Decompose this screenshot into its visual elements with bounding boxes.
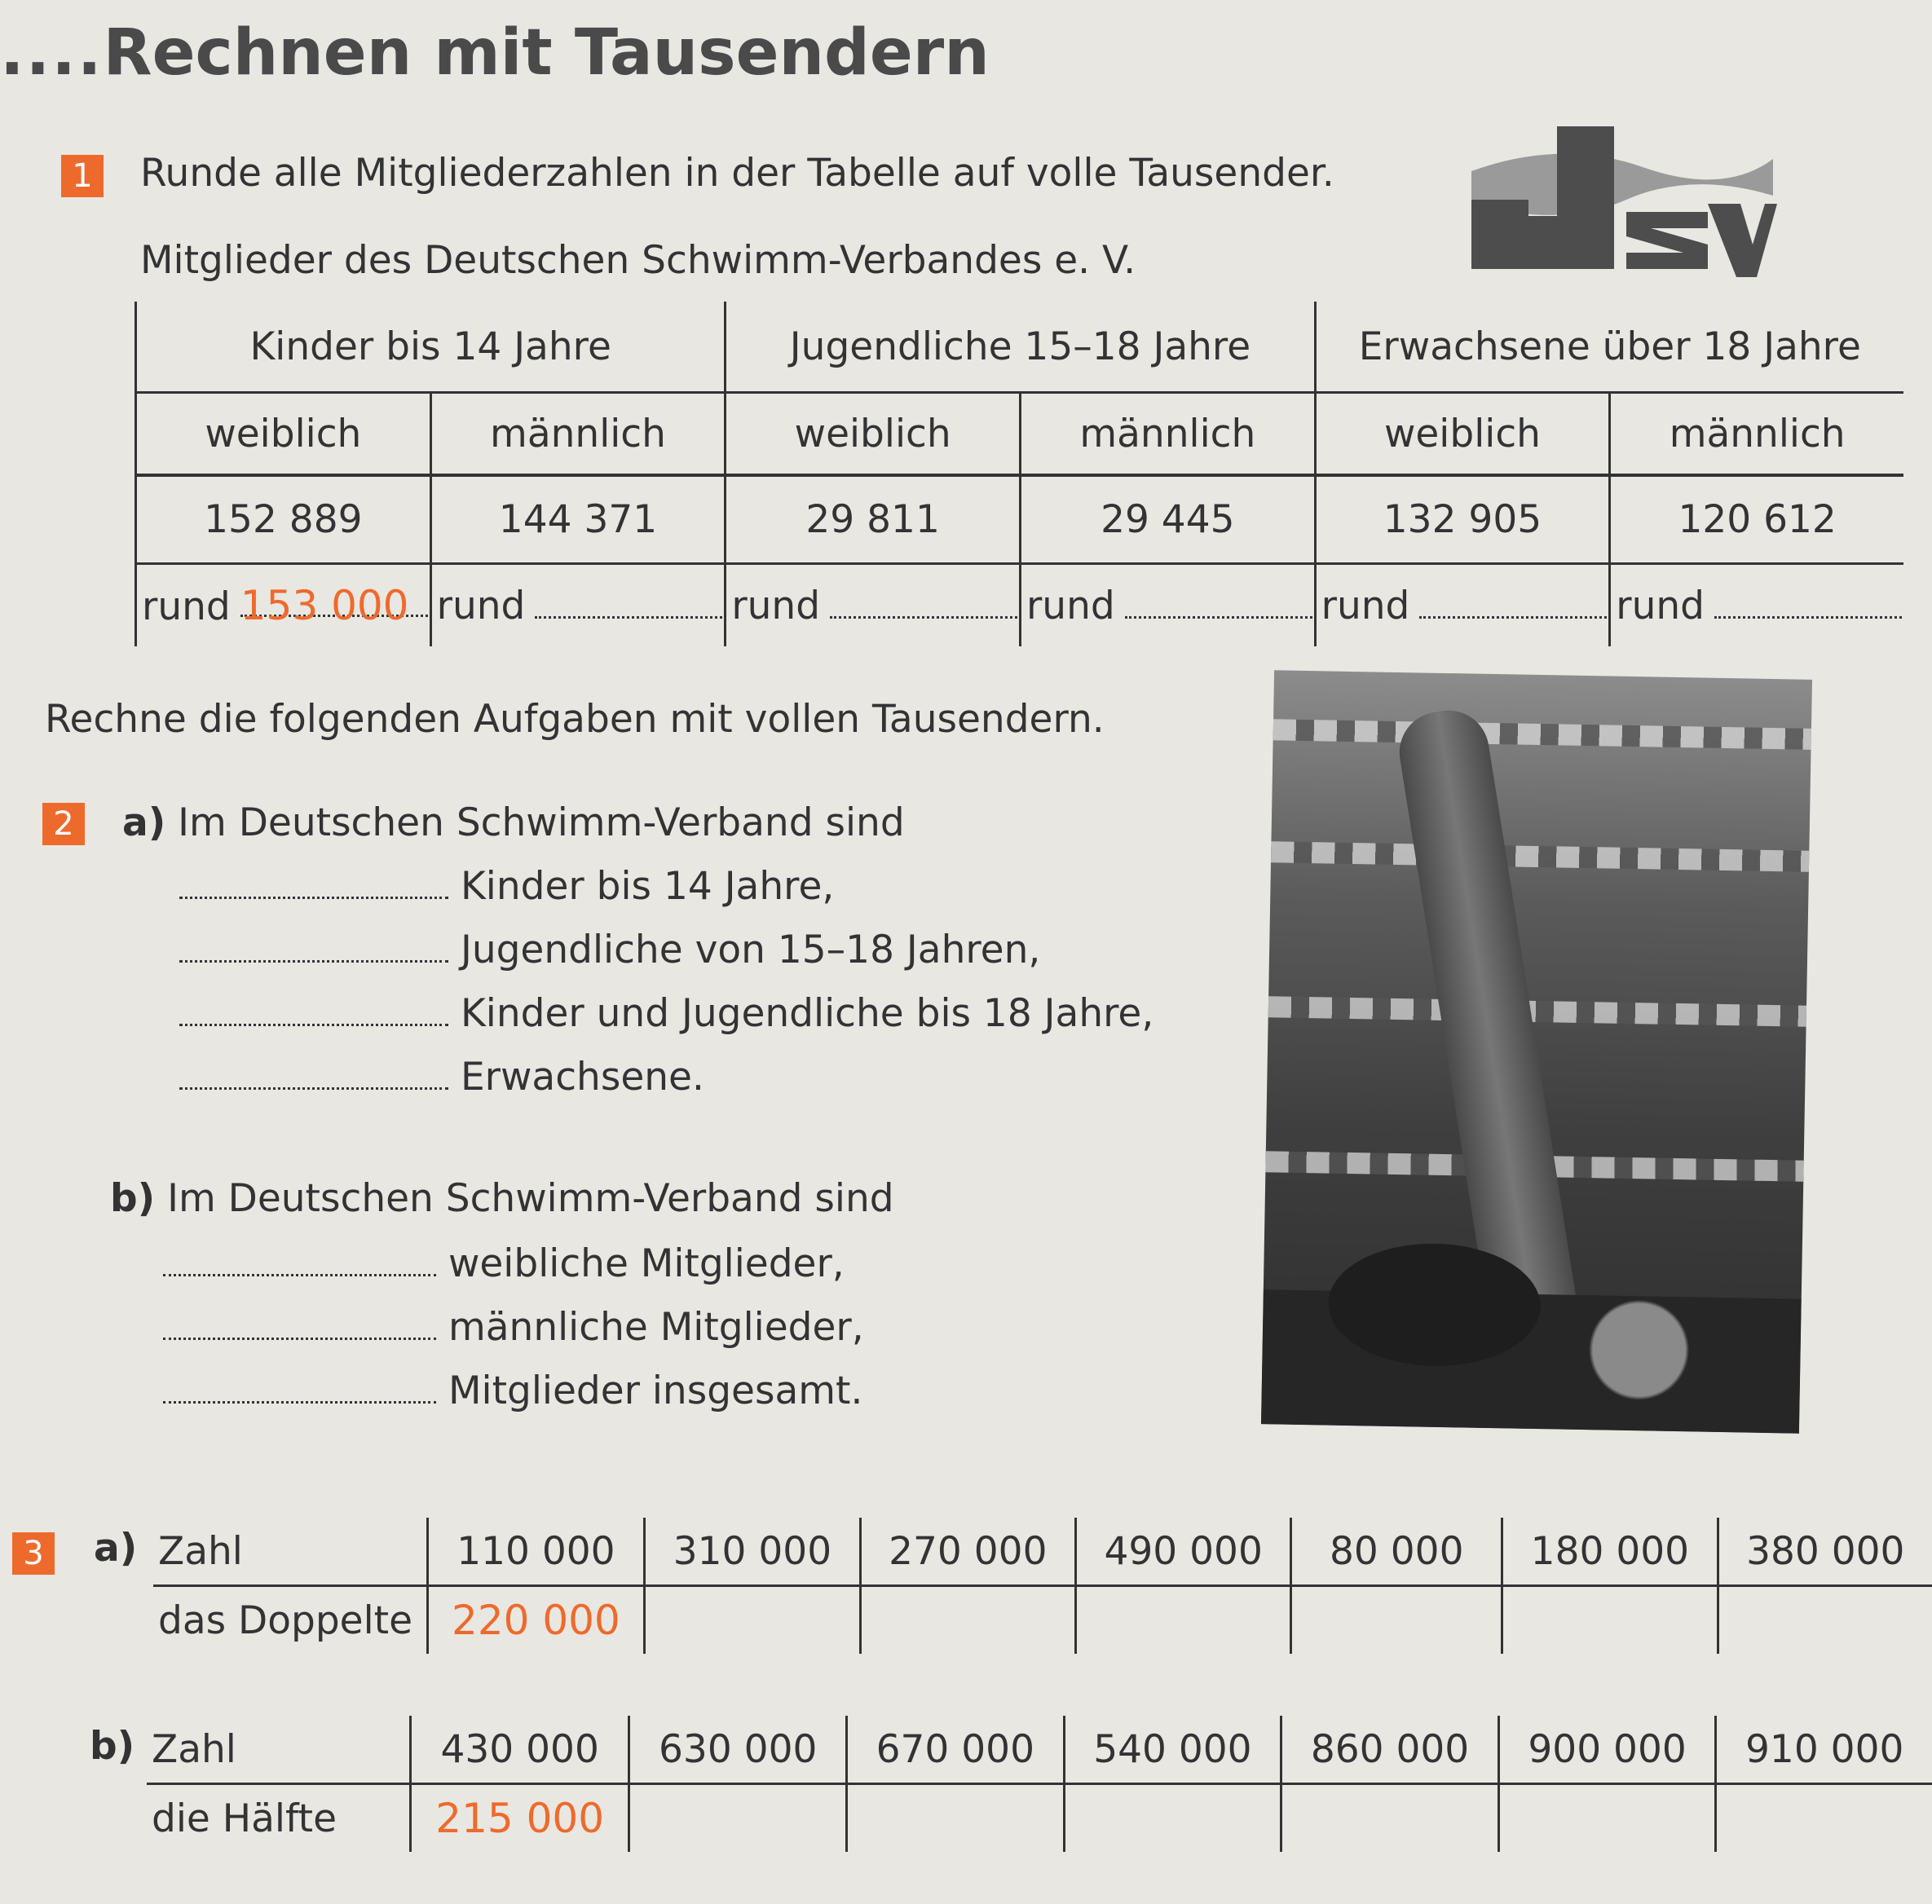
ex1-number-badge: 1 (61, 155, 104, 197)
ex2-intro: Rechne die folgenden Aufgaben mit vollen Tausendern. (45, 697, 1105, 742)
gender-header: weiblich (136, 393, 431, 476)
title-text: Rechnen mit Tausendern (103, 16, 990, 90)
answer-cell[interactable] (645, 1586, 860, 1655)
answer-field[interactable] (179, 1055, 448, 1090)
ex2b-line: männliche Mitglieder, (163, 1305, 864, 1350)
ex1-caption: Mitglieder des Deutschen Schwimm-Verbandes e. V. (140, 238, 1136, 283)
gender-header: weiblich (726, 393, 1021, 476)
row-label: Zahl (147, 1716, 410, 1784)
ex3a-table (153, 1518, 1932, 1654)
answer-field[interactable] (179, 864, 448, 899)
member-count: 152 889 (136, 475, 431, 564)
ex2b-line: Mitglieder insgesamt. (163, 1368, 862, 1413)
answer-field[interactable] (179, 991, 448, 1026)
row-label: das Doppelte (158, 1598, 412, 1643)
number-cell: 180 000 (1502, 1518, 1718, 1586)
ex1-instruction: Runde alle Mitgliederzahlen in der Tabelle auf volle Tausender. (140, 151, 1334, 196)
rounded-answer-field[interactable] (535, 584, 722, 619)
number-cell: 270 000 (860, 1518, 1075, 1586)
rounded-answer-field[interactable] (1419, 584, 1607, 619)
member-count: 132 905 (1315, 475, 1610, 564)
member-count: 29 445 (1020, 475, 1315, 564)
rounded-answer-field[interactable] (1125, 584, 1312, 619)
number-cell: 900 000 (1498, 1716, 1716, 1784)
members-table (135, 302, 1903, 646)
answer-cell[interactable] (1718, 1586, 1932, 1655)
row-label: Zahl (153, 1518, 427, 1586)
number-cell: 630 000 (629, 1716, 847, 1784)
answer-cell[interactable] (1064, 1784, 1281, 1853)
answer-cell[interactable] (860, 1586, 1075, 1655)
member-count: 120 612 (1610, 475, 1903, 564)
title-dots: .... (0, 16, 104, 90)
number-cell: 860 000 (1281, 1716, 1499, 1784)
answer-cell[interactable] (1281, 1784, 1499, 1853)
ex3b-table (147, 1716, 1932, 1852)
rounded-answer-field[interactable] (830, 584, 1017, 619)
answer-field[interactable] (179, 928, 448, 963)
answer-cell[interactable]: 215 000 (410, 1784, 629, 1853)
page-title (0, 16, 990, 90)
rounded-cell: rund (1315, 564, 1610, 647)
rounded-cell: rund (726, 564, 1021, 647)
member-count: 29 811 (726, 475, 1021, 564)
group-header: Erwachsene über 18 Jahre (1315, 302, 1903, 393)
number-cell: 910 000 (1716, 1716, 1932, 1784)
number-cell: 540 000 (1064, 1716, 1281, 1784)
answer-cell[interactable]: 220 000 (427, 1586, 645, 1655)
ex2a-lead: a) Im Deutschen Schwimm-Verband sind (122, 800, 905, 845)
answer-cell[interactable] (1716, 1784, 1932, 1853)
group-header: Kinder bis 14 Jahre (136, 302, 726, 393)
ex2a-line: Kinder und Jugendliche bis 18 Jahre, (179, 991, 1153, 1036)
number-cell: 80 000 (1291, 1518, 1502, 1586)
number-cell: 110 000 (427, 1518, 645, 1586)
answer-cell[interactable] (1498, 1784, 1716, 1853)
number-cell: 490 000 (1076, 1518, 1291, 1586)
group-header: Jugendliche 15–18 Jahre (726, 302, 1315, 393)
gender-header: männlich (1020, 393, 1315, 476)
answer-cell[interactable] (629, 1784, 847, 1853)
number-cell: 430 000 (410, 1716, 629, 1784)
rounded-cell: rund (1610, 564, 1903, 647)
ex2a-line: Kinder bis 14 Jahre, (179, 864, 834, 909)
ex3a-marker: a) (94, 1526, 138, 1571)
row-label: die Hälfte (152, 1796, 337, 1841)
answer-cell[interactable] (847, 1784, 1065, 1853)
rounded-answer-field[interactable]: 153 000 (240, 582, 428, 617)
answer-cell[interactable] (1291, 1586, 1502, 1655)
number-cell: 310 000 (645, 1518, 860, 1586)
ex2b-line: weibliche Mitglieder, (163, 1241, 845, 1286)
number-cell: 670 000 (847, 1716, 1065, 1784)
gender-header: männlich (1610, 393, 1903, 476)
answer-field[interactable] (163, 1368, 436, 1404)
ex2b-lead: b) Im Deutschen Schwimm-Verband sind (110, 1176, 894, 1221)
swimmer-photo (1261, 670, 1812, 1433)
ex2a-line: Erwachsene. (179, 1055, 704, 1100)
gender-header: männlich (430, 393, 726, 476)
rounded-cell: rund (430, 564, 726, 647)
member-count: 144 371 (430, 475, 726, 564)
rounded-cell: rund 153 000 (136, 564, 431, 647)
answer-cell[interactable] (1076, 1586, 1291, 1655)
gender-header: weiblich (1315, 393, 1610, 476)
answer-cell[interactable] (1502, 1586, 1718, 1655)
dsv-logo-icon (1463, 122, 1777, 285)
ex2a-line: Jugendliche von 15–18 Jahren, (179, 928, 1040, 972)
ex3b-marker: b) (90, 1724, 135, 1769)
answer-field[interactable] (163, 1241, 436, 1276)
rounded-answer-field[interactable] (1714, 584, 1902, 619)
ex3-number-badge: 3 (12, 1532, 55, 1575)
rounded-cell: rund (1020, 564, 1315, 647)
number-cell: 380 000 (1718, 1518, 1932, 1586)
answer-field[interactable] (163, 1305, 436, 1340)
ex2-number-badge: 2 (42, 803, 85, 845)
